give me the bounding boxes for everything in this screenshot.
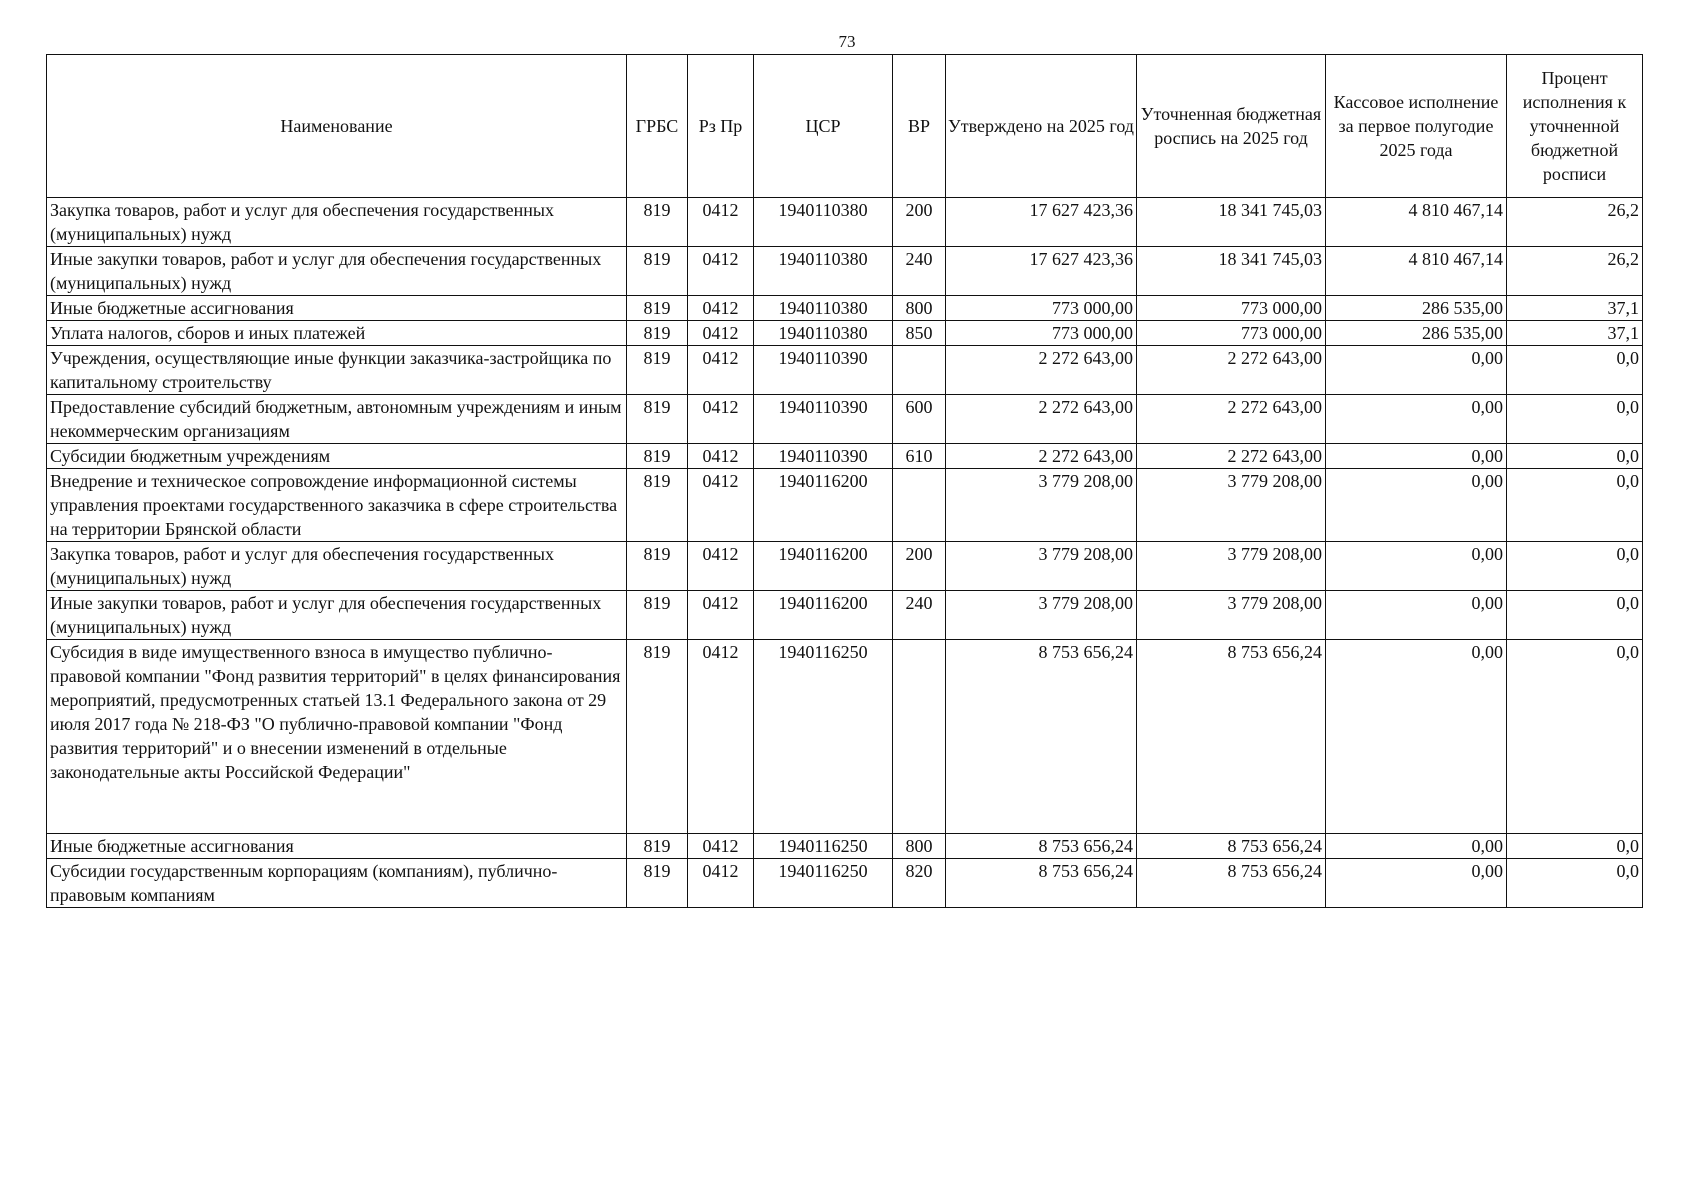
cell-executed: 0,00 [1326,444,1507,469]
cell-approved: 8 753 656,24 [946,640,1137,834]
cell-grbs: 819 [627,395,688,444]
cell-csr: 1940116200 [754,591,893,640]
cell-rzpr: 0412 [688,395,754,444]
table-row [47,198,1643,247]
cell-vr: 820 [893,859,946,908]
header-csr: ЦСР [754,55,893,198]
cell-csr: 1940110390 [754,346,893,395]
table-row [47,346,1643,395]
table-row [47,542,1643,591]
cell-csr: 1940110390 [754,395,893,444]
cell-approved: 17 627 423,36 [946,198,1137,247]
cell-refined: 2 272 643,00 [1137,346,1326,395]
cell-name: Уплата налогов, сборов и иных платежей [47,321,627,346]
cell-approved: 3 779 208,00 [946,542,1137,591]
cell-rzpr: 0412 [688,198,754,247]
header-grbs: ГРБС [627,55,688,198]
cell-rzpr: 0412 [688,469,754,542]
cell-grbs: 819 [627,591,688,640]
cell-grbs: 819 [627,859,688,908]
cell-name: Иные закупки товаров, работ и услуг для обеспечения государственных (муниципальных) нужд [47,591,627,640]
cell-rzpr: 0412 [688,834,754,859]
cell-grbs: 819 [627,346,688,395]
cell-vr [893,640,946,834]
table-header-row [47,55,1643,198]
cell-approved: 17 627 423,36 [946,247,1137,296]
cell-percent: 0,0 [1507,542,1643,591]
cell-refined: 8 753 656,24 [1137,834,1326,859]
cell-approved: 8 753 656,24 [946,834,1137,859]
cell-csr: 1940110390 [754,444,893,469]
cell-rzpr: 0412 [688,444,754,469]
table-row [47,296,1643,321]
cell-approved: 773 000,00 [946,321,1137,346]
cell-grbs: 819 [627,296,688,321]
cell-csr: 1940110380 [754,296,893,321]
cell-refined: 18 341 745,03 [1137,198,1326,247]
cell-executed: 4 810 467,14 [1326,247,1507,296]
cell-vr: 800 [893,834,946,859]
table-row [47,859,1643,908]
cell-vr: 800 [893,296,946,321]
cell-approved: 2 272 643,00 [946,444,1137,469]
cell-percent: 0,0 [1507,469,1643,542]
cell-approved: 2 272 643,00 [946,395,1137,444]
cell-refined: 773 000,00 [1137,296,1326,321]
cell-executed: 0,00 [1326,591,1507,640]
cell-vr [893,469,946,542]
cell-percent: 0,0 [1507,346,1643,395]
cell-csr: 1940116200 [754,542,893,591]
cell-rzpr: 0412 [688,321,754,346]
cell-name: Предоставление субсидий бюджетным, автономным учреждениям и иным некоммерческим организациям [47,395,627,444]
cell-rzpr: 0412 [688,296,754,321]
table-body [47,198,1643,908]
table-row [47,591,1643,640]
cell-name: Иные бюджетные ассигнования [47,296,627,321]
cell-name: Закупка товаров, работ и услуг для обеспечения государственных (муниципальных) нужд [47,542,627,591]
cell-name: Иные бюджетные ассигнования [47,834,627,859]
cell-name: Субсидии бюджетным учреждениям [47,444,627,469]
cell-executed: 0,00 [1326,395,1507,444]
cell-grbs: 819 [627,444,688,469]
cell-percent: 0,0 [1507,591,1643,640]
cell-rzpr: 0412 [688,640,754,834]
cell-percent: 0,0 [1507,640,1643,834]
header-approved: Утверждено на 2025 год [946,55,1137,198]
cell-name: Закупка товаров, работ и услуг для обеспечения государственных (муниципальных) нужд [47,198,627,247]
cell-approved: 8 753 656,24 [946,859,1137,908]
cell-executed: 286 535,00 [1326,321,1507,346]
header-name: Наименование [47,55,627,198]
cell-vr [893,346,946,395]
cell-refined: 2 272 643,00 [1137,444,1326,469]
cell-refined: 2 272 643,00 [1137,395,1326,444]
cell-grbs: 819 [627,542,688,591]
cell-refined: 773 000,00 [1137,321,1326,346]
header-executed: Кассовое исполнение за первое полугодие 2025 года [1326,55,1507,198]
cell-refined: 18 341 745,03 [1137,247,1326,296]
cell-grbs: 819 [627,247,688,296]
cell-vr: 240 [893,247,946,296]
header-refined: Уточненная бюджетная роспись на 2025 год [1137,55,1326,198]
cell-grbs: 819 [627,198,688,247]
cell-refined: 3 779 208,00 [1137,591,1326,640]
cell-name: Внедрение и техническое сопровождение информационной системы управления проектами государственного заказчика в сфере строительства на территории Брянской области [47,469,627,542]
cell-name: Субсидии государственным корпорациям (компаниям), публично-правовым компаниям [47,859,627,908]
page-number: 73 [838,32,856,51]
table-row [47,395,1643,444]
cell-vr: 850 [893,321,946,346]
cell-percent: 37,1 [1507,296,1643,321]
cell-rzpr: 0412 [688,247,754,296]
table-row [47,640,1643,834]
cell-grbs: 819 [627,321,688,346]
cell-rzpr: 0412 [688,859,754,908]
table-row [47,469,1643,542]
cell-csr: 1940116250 [754,859,893,908]
cell-approved: 2 272 643,00 [946,346,1137,395]
cell-refined: 8 753 656,24 [1137,859,1326,908]
table-row [47,444,1643,469]
cell-executed: 0,00 [1326,542,1507,591]
cell-csr: 1940110380 [754,198,893,247]
cell-executed: 4 810 467,14 [1326,198,1507,247]
cell-executed: 0,00 [1326,346,1507,395]
cell-csr: 1940116200 [754,469,893,542]
cell-rzpr: 0412 [688,346,754,395]
cell-refined: 3 779 208,00 [1137,469,1326,542]
cell-grbs: 819 [627,834,688,859]
cell-percent: 0,0 [1507,395,1643,444]
cell-percent: 26,2 [1507,247,1643,296]
table-row [47,321,1643,346]
cell-executed: 0,00 [1326,640,1507,834]
cell-vr: 200 [893,198,946,247]
cell-vr: 610 [893,444,946,469]
cell-executed: 0,00 [1326,859,1507,908]
cell-refined: 8 753 656,24 [1137,640,1326,834]
cell-rzpr: 0412 [688,542,754,591]
cell-grbs: 819 [627,469,688,542]
cell-csr: 1940116250 [754,834,893,859]
budget-execution-table [46,54,1643,908]
cell-executed: 0,00 [1326,834,1507,859]
cell-executed: 0,00 [1326,469,1507,542]
cell-csr: 1940110380 [754,247,893,296]
cell-name: Субсидия в виде имущественного взноса в имущество публично-правовой компании "Фонд развития территорий" в целях финансирования мероприятий, предусмотренных статьей 13.1 Федерального закона от 29 июля 2017 года № 218-ФЗ "О публично-правовой компании "Фонд развития территорий" и о внесении изменений в отдельные законодательные акты Российской Федерации" [47,640,627,834]
cell-name: Иные закупки товаров, работ и услуг для обеспечения государственных (муниципальных) нужд [47,247,627,296]
cell-refined: 3 779 208,00 [1137,542,1326,591]
cell-grbs: 819 [627,640,688,834]
cell-percent: 0,0 [1507,834,1643,859]
cell-vr: 600 [893,395,946,444]
header-percent: Процент исполнения к уточненной бюджетной росписи [1507,55,1643,198]
cell-percent: 26,2 [1507,198,1643,247]
cell-approved: 3 779 208,00 [946,469,1137,542]
cell-csr: 1940110380 [754,321,893,346]
cell-rzpr: 0412 [688,591,754,640]
cell-executed: 286 535,00 [1326,296,1507,321]
cell-approved: 3 779 208,00 [946,591,1137,640]
cell-approved: 773 000,00 [946,296,1137,321]
cell-vr: 200 [893,542,946,591]
cell-csr: 1940116250 [754,640,893,834]
cell-percent: 0,0 [1507,444,1643,469]
table-row [47,834,1643,859]
cell-vr: 240 [893,591,946,640]
cell-percent: 0,0 [1507,859,1643,908]
header-rzpr: Рз Пр [688,55,754,198]
cell-name: Учреждения, осуществляющие иные функции заказчика-застройщика по капитальному строительству [47,346,627,395]
table-row [47,247,1643,296]
header-vr: ВР [893,55,946,198]
cell-percent: 37,1 [1507,321,1643,346]
